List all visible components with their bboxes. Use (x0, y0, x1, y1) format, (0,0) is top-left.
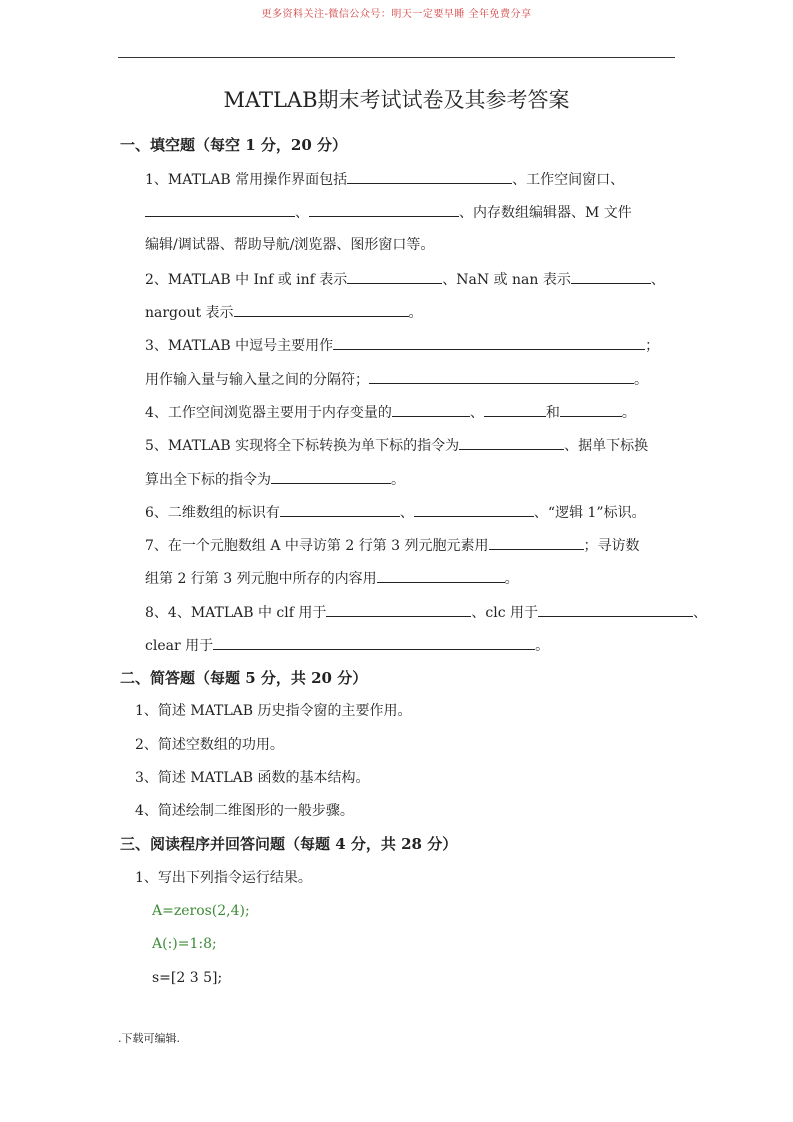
text: nargout 表示 (145, 305, 234, 321)
list-item: 1、简述 MATLAB 历史指令窗的主要作用。 (135, 703, 412, 719)
q4-line (145, 402, 636, 423)
text: 。 (621, 405, 636, 421)
blank (234, 302, 409, 317)
text: 、内存数组编辑器、M 文件 (459, 205, 632, 221)
blank (145, 202, 295, 217)
text: 、 (399, 505, 414, 521)
blank (560, 402, 622, 417)
text: 、据单下标换 (564, 438, 649, 454)
list-item: 2、简述空数组的功用。 (135, 737, 284, 753)
q1-line (145, 202, 632, 223)
text: 5、MATLAB 实现将全下标转换为单下标的指令为 (145, 438, 460, 454)
text: ；寻访数 (583, 538, 640, 554)
footer-note: .下载可编辑. (118, 1032, 180, 1045)
blank (459, 435, 564, 450)
blank (414, 502, 534, 517)
text: 8、4、MATLAB 中 clf 用于 (145, 605, 327, 621)
blank (571, 269, 651, 284)
section-2-heading: 二、简答题（每题 5 分，共 20 分） (120, 669, 368, 687)
text: 。 (535, 638, 550, 654)
q3-line (145, 369, 648, 390)
section-1-heading: 一、填空题（每空 1 分，20 分） (120, 136, 347, 154)
section-3-heading: 三、阅读程序并回答问题（每题 4 分，共 28 分） (120, 835, 458, 853)
page-title: MATLAB期末考试试卷及其参考答案 (223, 88, 570, 112)
text: 、工作空间窗口、 (512, 172, 625, 188)
text: 、 (295, 205, 309, 221)
q8-line (145, 602, 707, 623)
blank (271, 469, 391, 484)
q1-line: 编辑/调试器、帮助导航/浏览器、图形窗口等。 (145, 237, 435, 253)
blank (538, 602, 693, 617)
text: 。 (504, 571, 519, 587)
text: 。 (634, 372, 648, 388)
blank (280, 502, 400, 517)
text: 、“逻辑 1”标识。 (533, 505, 646, 521)
blank (326, 602, 471, 617)
blank (377, 568, 505, 583)
blank (347, 169, 512, 184)
q1-line (145, 169, 624, 190)
text: 用作输入量与输入量之间的分隔符； (145, 372, 369, 388)
text: 2、MATLAB 中 Inf 或 inf 表示 (145, 272, 348, 288)
blank (347, 269, 442, 284)
text: 、 (693, 605, 707, 621)
text: 1、MATLAB 常用操作界面包括 (145, 172, 348, 188)
text: 、 (650, 272, 665, 288)
text: 算出全下标的指令为 (145, 472, 271, 488)
promo-banner: 更多资料关注-微信公众号：明天一定要早睡 全年免费分享 (261, 9, 532, 20)
q6-line (145, 502, 646, 523)
text: 、clc 用于 (471, 605, 538, 621)
list-item: 4、简述绘制二维图形的一般步骤。 (135, 803, 354, 819)
list-item: 3、简述 MATLAB 函数的基本结构。 (135, 770, 370, 786)
text: 。 (408, 305, 423, 321)
q5-line (145, 469, 405, 490)
header-rule (118, 57, 675, 58)
blank (369, 369, 634, 384)
blank (392, 402, 470, 417)
q7-line (145, 568, 519, 589)
blank (484, 402, 546, 417)
q5-line (145, 435, 648, 456)
blank (309, 202, 459, 217)
text: ； (645, 338, 660, 354)
q3-line (145, 335, 659, 356)
blank (333, 335, 645, 350)
text: 4、工作空间浏览器主要用于内存变量的 (145, 405, 392, 421)
code-line: s=[2 3 5]; (152, 970, 223, 986)
text: 3、MATLAB 中逗号主要用作 (145, 338, 334, 354)
text: 组第 2 行第 3 列元胞中所存的内容用 (145, 571, 377, 587)
q8-line (145, 635, 549, 656)
question-1: 1、写出下列指令运行结果。 (135, 870, 312, 886)
text: 7、在一个元胞数组 A 中寻访第 2 行第 3 列元胞元素用 (145, 538, 489, 554)
q7-line (145, 535, 640, 556)
q2-line (145, 302, 423, 323)
blank (213, 635, 535, 650)
text: 。 (391, 472, 405, 488)
text: 和 (545, 405, 560, 421)
text: 、NaN 或 nan 表示 (442, 272, 571, 288)
q2-line (145, 269, 665, 290)
code-line: A(:)=1:8; (152, 936, 217, 952)
text: clear 用于 (145, 638, 214, 654)
text: 、 (469, 405, 484, 421)
text: 6、二维数组的标识有 (145, 505, 280, 521)
code-line: A=zeros(2,4); (152, 903, 250, 919)
blank (489, 535, 584, 550)
